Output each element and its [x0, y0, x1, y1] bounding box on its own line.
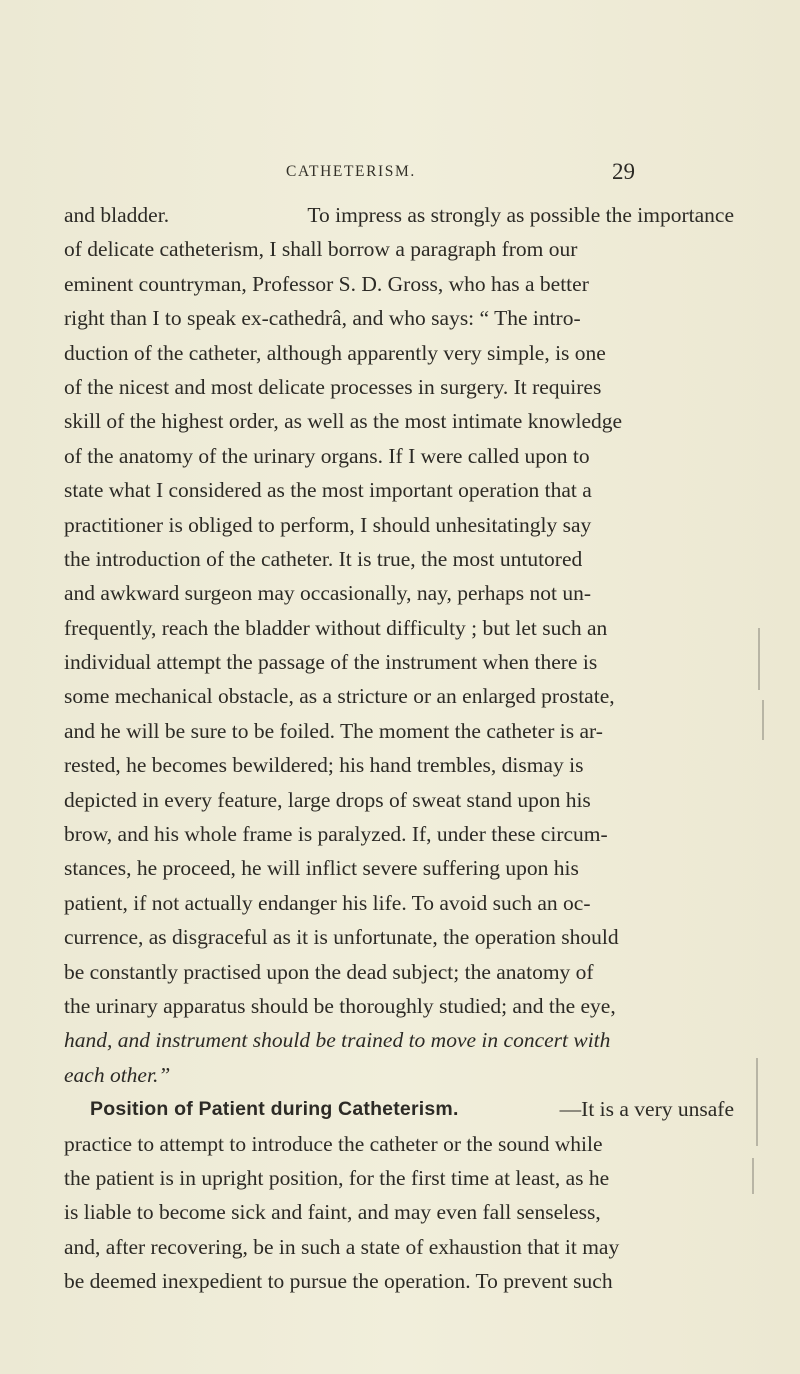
line-segment: individual attempt the passage of the instrument when there is	[64, 650, 598, 675]
text-line	[64, 301, 734, 335]
text-line	[64, 336, 734, 370]
line-segment: be deemed inexpedient to pursue the operation. To prevent such	[64, 1269, 613, 1294]
body-text	[64, 198, 734, 1299]
text-line	[64, 1264, 734, 1298]
text-line	[64, 920, 734, 954]
section-heading-line	[64, 1092, 734, 1126]
line-segment: practice to attempt to introduce the catheter or the sound while	[64, 1131, 603, 1156]
text-line	[64, 1058, 734, 1092]
line-segment: stances, he proceed, he will inflict severe suffering upon his	[64, 856, 579, 881]
text-line	[64, 404, 734, 438]
line-segment: rested, he becomes bewildered; his hand trembles, dismay is	[64, 753, 584, 778]
line-segment: To impress as strongly as possible the importance	[307, 203, 734, 227]
line-segment: patient, if not actually endanger his life. To avoid such an oc-	[64, 890, 591, 915]
line-segment: of the anatomy of the urinary organs. If I were called upon to	[64, 443, 590, 468]
line-segment: frequently, reach the bladder without difficulty ; but let such an	[64, 615, 608, 640]
section-heading: Position of Patient during Catheterism.	[90, 1098, 459, 1121]
page-number: 29	[612, 159, 635, 184]
margin-mark	[762, 700, 764, 740]
line-segment: is liable to become sick and faint, and may even fall senseless,	[64, 1200, 601, 1225]
margin-mark	[758, 628, 760, 690]
text-line	[64, 851, 734, 885]
line-segment: the introduction of the catheter. It is true, the most untutored	[64, 546, 583, 571]
running-title: CATHETERISM.	[286, 163, 416, 180]
line-segment: eminent countryman, Professor S. D. Gross, who has a better	[64, 271, 589, 296]
line-segment: depicted in every feature, large drops of sweat stand upon his	[64, 787, 591, 812]
text-line	[64, 1195, 734, 1229]
text-line	[64, 645, 734, 679]
line-segment: hand, and instrument should be trained to move in concert with	[64, 1028, 611, 1053]
text-line	[64, 714, 734, 748]
line-segment: each other.”	[64, 1062, 171, 1087]
line-segment: of delicate catheterism, I shall borrow a paragraph from our	[64, 237, 578, 262]
running-head	[0, 159, 800, 187]
text-line	[64, 817, 734, 851]
text-line	[64, 1161, 734, 1195]
line-segment: skill of the highest order, as well as the most intimate knowledge	[64, 409, 623, 434]
line-segment: and bladder.	[64, 203, 170, 227]
line-segment: —It is a very unsafe	[559, 1097, 734, 1122]
text-line	[64, 1023, 734, 1057]
line-segment: duction of the catheter, although apparently very simple, is one	[64, 340, 606, 365]
line-segment: right than I to speak ex-cathedrâ, and who says: “ The intro-	[64, 306, 581, 331]
text-line	[64, 439, 734, 473]
text-line	[64, 679, 734, 713]
text-line	[64, 955, 734, 989]
line-segment: and he will be sure to be foiled. The moment the catheter is ar-	[64, 718, 603, 743]
text-line	[64, 542, 734, 576]
text-line	[64, 748, 734, 782]
line-segment: the urinary apparatus should be thoroughly studied; and the eye,	[64, 993, 616, 1018]
line-segment: of the nicest and most delicate processes in surgery. It requires	[64, 374, 602, 399]
text-line	[64, 232, 734, 266]
margin-mark	[752, 1158, 754, 1194]
line-segment: the patient is in upright position, for the first time at least, as he	[64, 1165, 610, 1190]
margin-mark	[756, 1058, 758, 1146]
line-segment: be constantly practised upon the dead subject; the anatomy of	[64, 959, 594, 984]
line-segment: state what I considered as the most important operation that a	[64, 478, 592, 503]
line-segment: some mechanical obstacle, as a stricture or an enlarged prostate,	[64, 684, 615, 709]
text-line	[64, 989, 734, 1023]
text-line	[64, 508, 734, 542]
line-segment: currence, as disgraceful as it is unfortunate, the operation should	[64, 925, 619, 950]
text-line	[64, 886, 734, 920]
text-line	[64, 1127, 734, 1161]
line-segment: brow, and his whole frame is paralyzed. If, under these circum-	[64, 822, 608, 847]
line-segment: and awkward surgeon may occasionally, nay, perhaps not un-	[64, 581, 591, 606]
text-line	[64, 611, 734, 645]
text-line	[64, 1230, 734, 1264]
text-line	[64, 576, 734, 610]
text-line	[64, 267, 734, 301]
text-line	[64, 370, 734, 404]
line-segment: and, after recovering, be in such a state of exhaustion that it may	[64, 1234, 620, 1259]
text-line	[64, 473, 734, 507]
text-line	[64, 783, 734, 817]
text-line	[64, 198, 734, 232]
line-segment: practitioner is obliged to perform, I should unhesitatingly say	[64, 512, 592, 537]
